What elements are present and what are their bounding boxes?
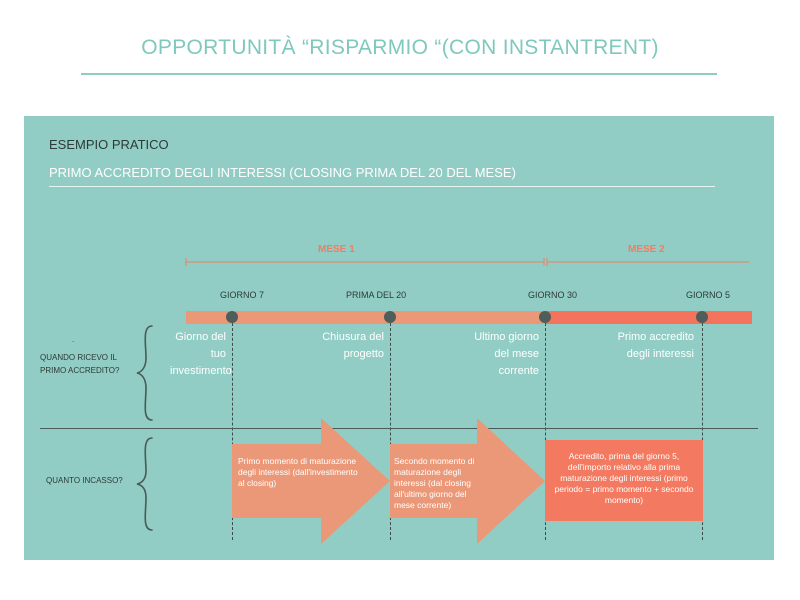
milestone-desc-day7: Giorno del tuo investimento: [170, 331, 232, 377]
page-title: OPPORTUNITÀ “RISPARMIO “(CON INSTANTRENT): [141, 36, 659, 59]
milestone-label-day7: GIORNO 7: [220, 290, 265, 300]
panel-heading: ESEMPIO PRATICO: [49, 137, 169, 152]
question-how-much: QUANTO INCASSO?: [46, 476, 123, 485]
milestone-desc-day5: Primo accredito degli interessi: [617, 331, 694, 360]
question-when: QUANDO RICEVO IL PRIMO ACCREDITO?: [40, 353, 120, 375]
panel-subtitle: PRIMO ACCREDITO DEGLI INTERESSI (CLOSING PRIMA DEL 20 DEL MESE): [49, 165, 516, 180]
phase-1-text: Primo momento di maturazione degli interessi (dall'investimento al closing): [238, 456, 358, 488]
payout-text: Accredito, prima del giorno 5, dell'importo relativo alla prima maturazione degli interessi (primo periodo = primo momento + secondo momento): [554, 451, 694, 505]
dot-mark: .: [72, 335, 75, 344]
brace-bottom-icon: [137, 438, 152, 530]
milestone-label-day5: GIORNO 5: [686, 290, 731, 300]
milestone-label-day30: GIORNO 30: [528, 290, 578, 300]
milestone-desc-day30: Ultimo giorno del mese corrente: [474, 331, 539, 377]
milestone-label-before20: PRIMA DEL 20: [346, 290, 407, 300]
milestone-desc-before20: Chiusura del progetto: [322, 331, 384, 360]
brace-top-icon: [137, 326, 152, 420]
month-2-label: MESE 2: [628, 244, 665, 255]
month-1-label: MESE 1: [318, 244, 355, 255]
phase-2-text: Secondo momento di maturazione degli interessi (dal closing all'ultimo giorno del mese corrente): [394, 456, 475, 510]
